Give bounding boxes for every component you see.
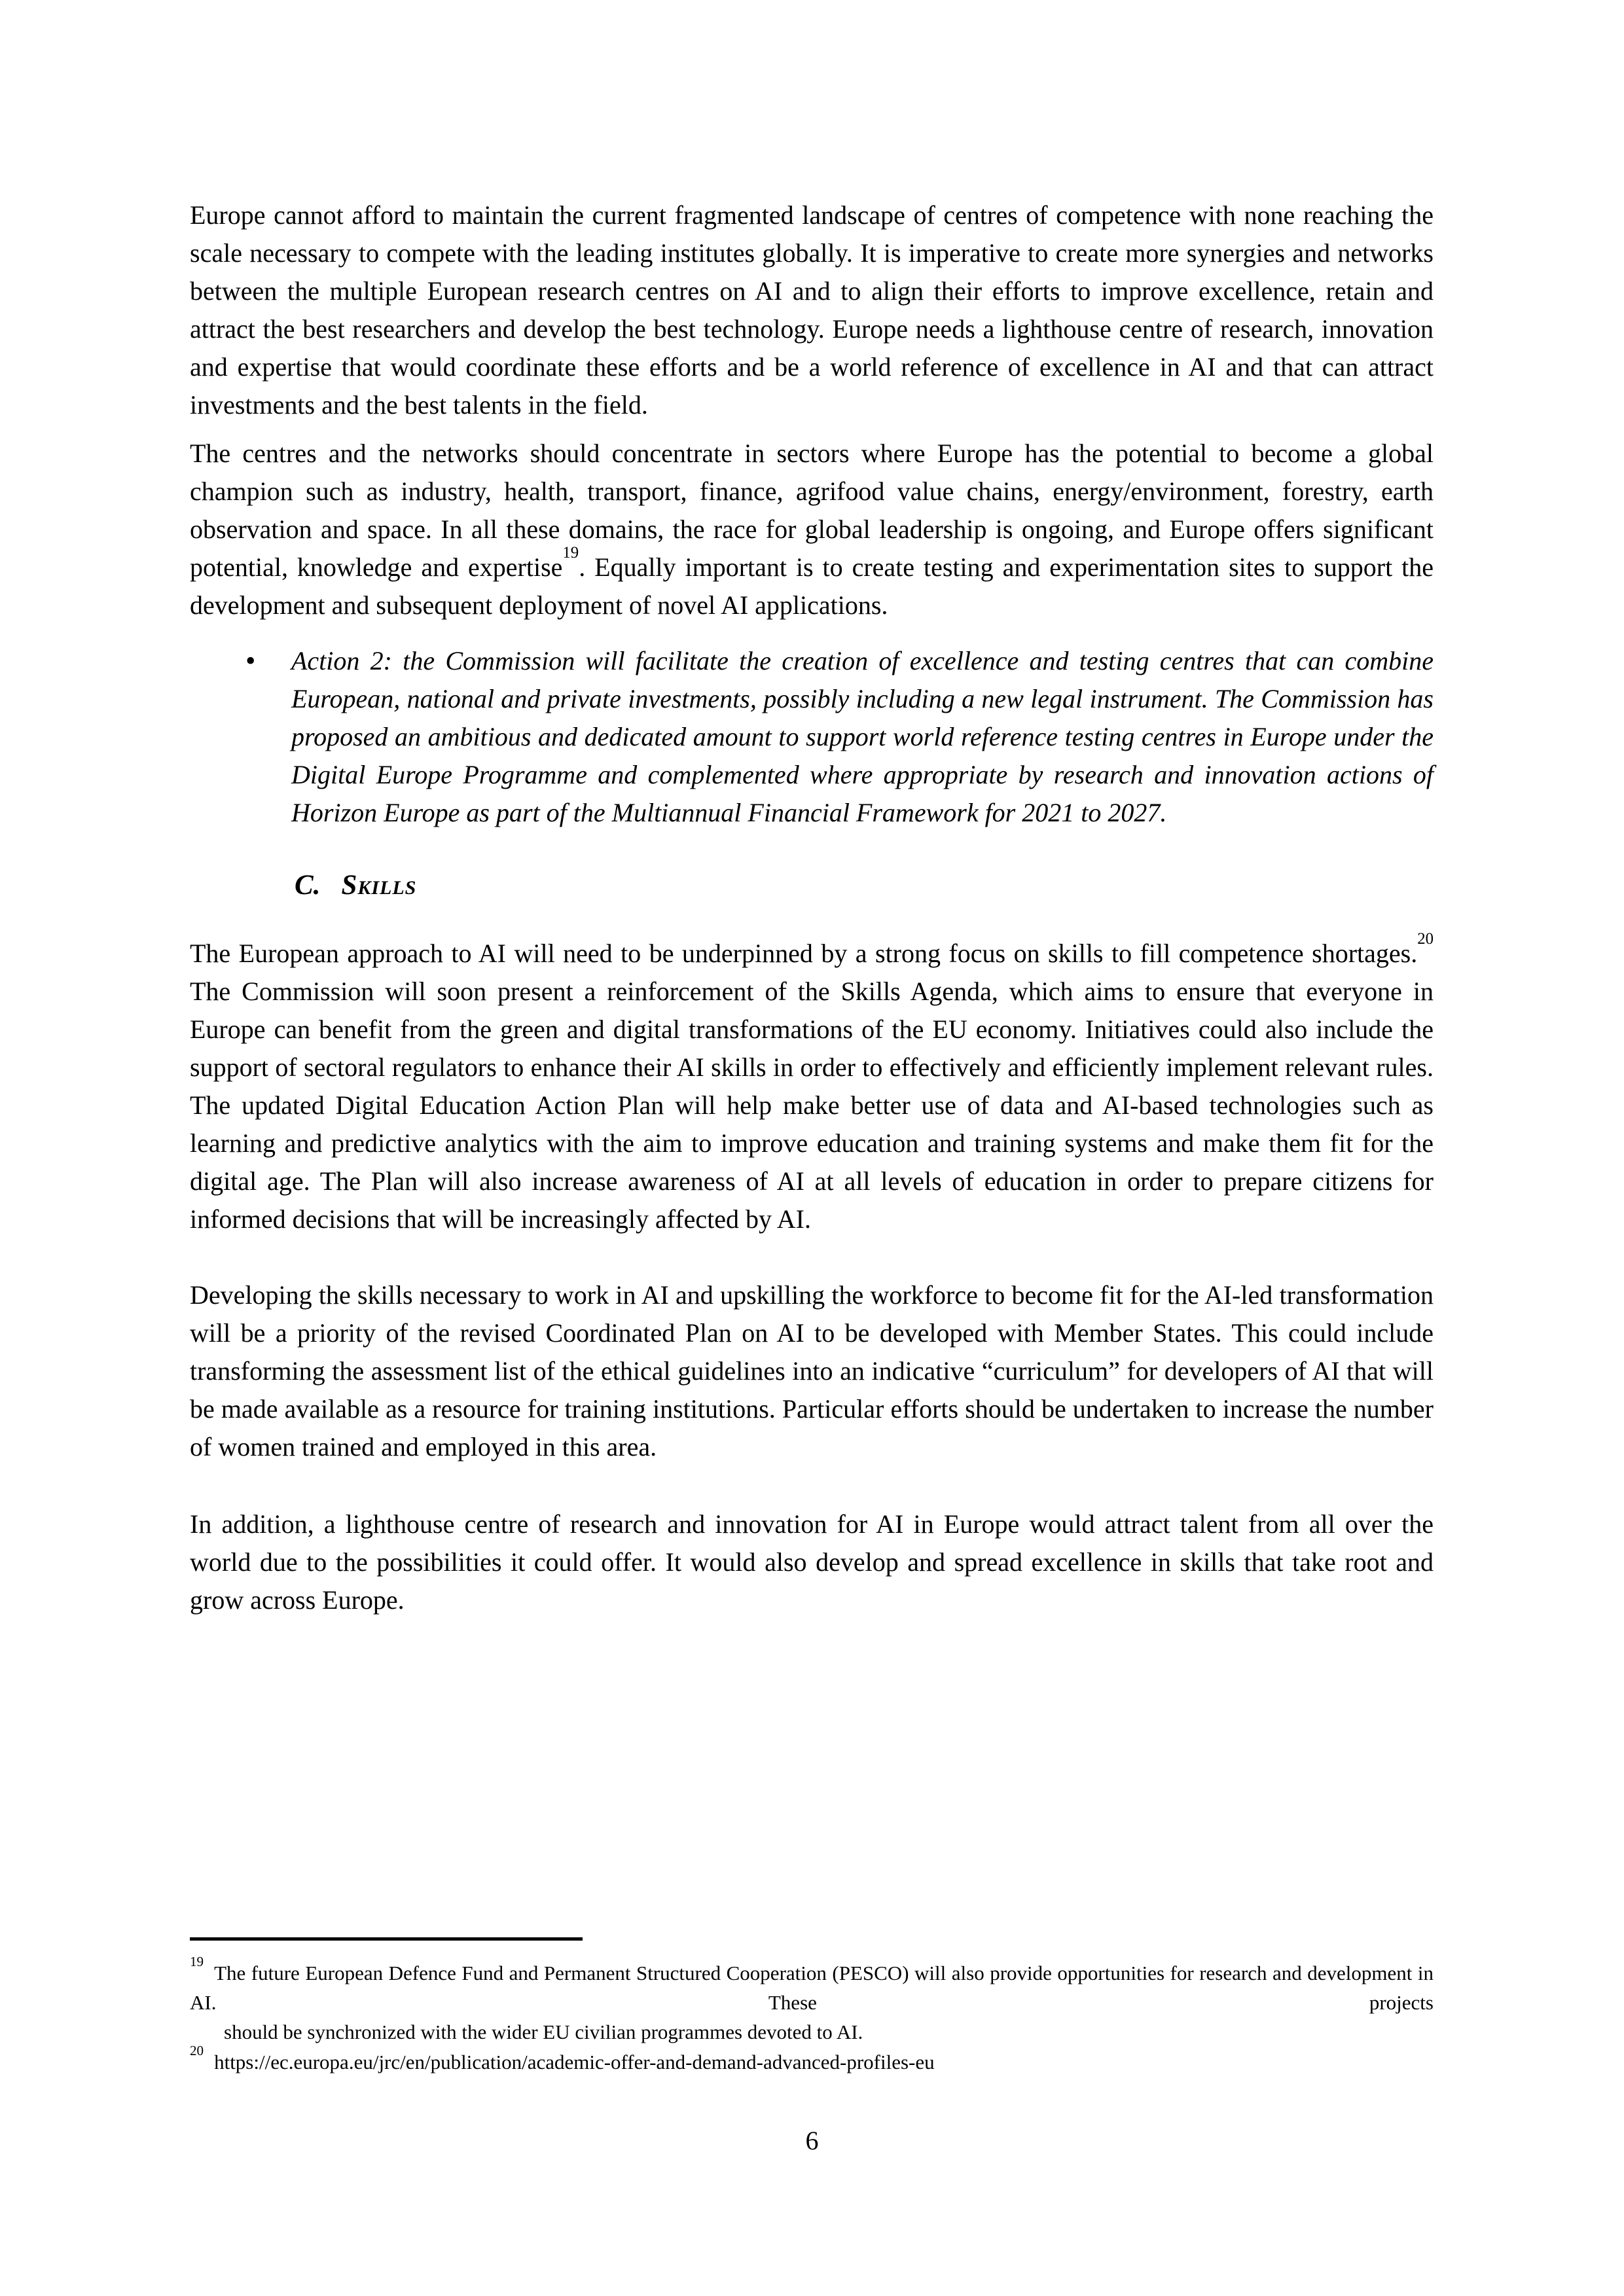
bullet-action-2-text: Action 2: the Commission will facilitate the creation of excellence and testing centres that can combine European, national and private investments, possibly including a new legal instrument. The Commission has proposed an ambitious and dedicated amount to support world reference testing centres in Europe under the Digital Europe Programme and complemented where appropriate by research and innovation actions of Horizon Europe as part of the Multiannual Financial Framework for 2021 to 2027. (291, 646, 1434, 827)
document-body (190, 196, 1434, 1619)
paragraph-lighthouse-centre: In addition, a lighthouse centre of research and innovation for AI in Europe would attract talent from all over the world due to the possibilities it could offer. It would also develop and spread excellence in skills that take root and grow across Europe. (190, 1509, 1434, 1615)
footnote-ref-20: 20 (1417, 930, 1434, 948)
paragraph-skills-text: The European approach to AI will need to be underpinned by a strong focus on skills to fill competence shortages. (190, 939, 1418, 968)
paragraph-sectors (190, 435, 1434, 624)
paragraph-sectors-text: The centres and the networks should concentrate in sectors where Europe has the potential to become a global champion such as industry, health, transport, finance, agrifood value chains, energy/environment, forestry, earth observation and space. In all these domains, the race for global leadership is ongoing, and Europe offers significant potential, knowledge and expertise (190, 439, 1434, 582)
bullet-item-action-2 (190, 642, 1434, 832)
footnote-20-link[interactable]: https://ec.europa.eu/jrc/en/publication/academic-offer-and-demand-advanced-profiles-eu (214, 2051, 935, 2073)
footnote-20 (190, 2043, 1434, 2077)
page-number: 6 (805, 2126, 819, 2155)
bullet-marker: • (245, 645, 256, 677)
section-heading-title: Skills (341, 870, 417, 901)
footnote-19-text: The future European Defence Fund and Permanent Structured Cooperation (PESCO) will also provide opportunities for research and development in AI. These projects (190, 1962, 1434, 2014)
footnote-19-continuation: should be synchronized with the wider EU civilian programmes devoted to AI. (224, 2020, 863, 2043)
footnote-20-marker: 20 (190, 2043, 204, 2059)
section-heading-skills (295, 867, 1434, 905)
footnote-ref-19: 19 (562, 544, 579, 562)
section-heading-letter: C. (295, 870, 321, 901)
footnote-19-marker: 19 (190, 1954, 204, 1970)
footnote-19 (190, 1954, 1434, 2047)
paragraph-skills-agenda (190, 930, 1434, 1238)
footnote-19-body (190, 1954, 1434, 2017)
paragraph-developing-skills: Developing the skills necessary to work in AI and upskilling the workforce to become fit for the AI-led transformation will be a priority of the revised Coordinated Plan on AI to be developed with Member States. This could include transforming the assessment list of the ethical guidelines into an indicative “curriculum” for developers of AI that will be made available as a resource for training institutions. Particular efforts should be undertaken to increase the number of women trained and employed in this area. (190, 1280, 1434, 1462)
paragraph-skills-text-after: The Commission will soon present a reinforcement of the Skills Agenda, which aims to ensure that everyone in Europe can benefit from the green and digital transformations of the EU economy. Initiatives could also include the support of sectoral regulators to enhance their AI skills in order to effectively and efficiently implement relevant rules. The updated Digital Education Action Plan will help make better use of data and AI-based technologies such as learning and predictive analytics with the aim to improve education and training systems and make them fit for the digital age. The Plan will also increase awareness of AI at all levels of education in order to prepare citizens for informed decisions that will be increasingly affected by AI. (190, 977, 1434, 1234)
paragraph-sectors-text-after: . Equally important is to create testing and experimentation sites to support the development and subsequent deployment of novel AI applications. (190, 552, 1434, 620)
footnote-separator-rule (190, 1937, 583, 1941)
paragraph-centres-of-competence: Europe cannot afford to maintain the current fragmented landscape of centres of competence with none reaching the scale necessary to compete with the leading institutes globally. It is imperative to create more synergies and networks between the multiple European research centres on AI and to align their efforts to improve excellence, retain and attract the best researchers and develop the best technology. Europe needs a lighthouse centre of research, innovation and expertise that would coordinate these efforts and be a world reference of excellence in AI and that can attract investments and the best talents in the field. (190, 200, 1434, 420)
